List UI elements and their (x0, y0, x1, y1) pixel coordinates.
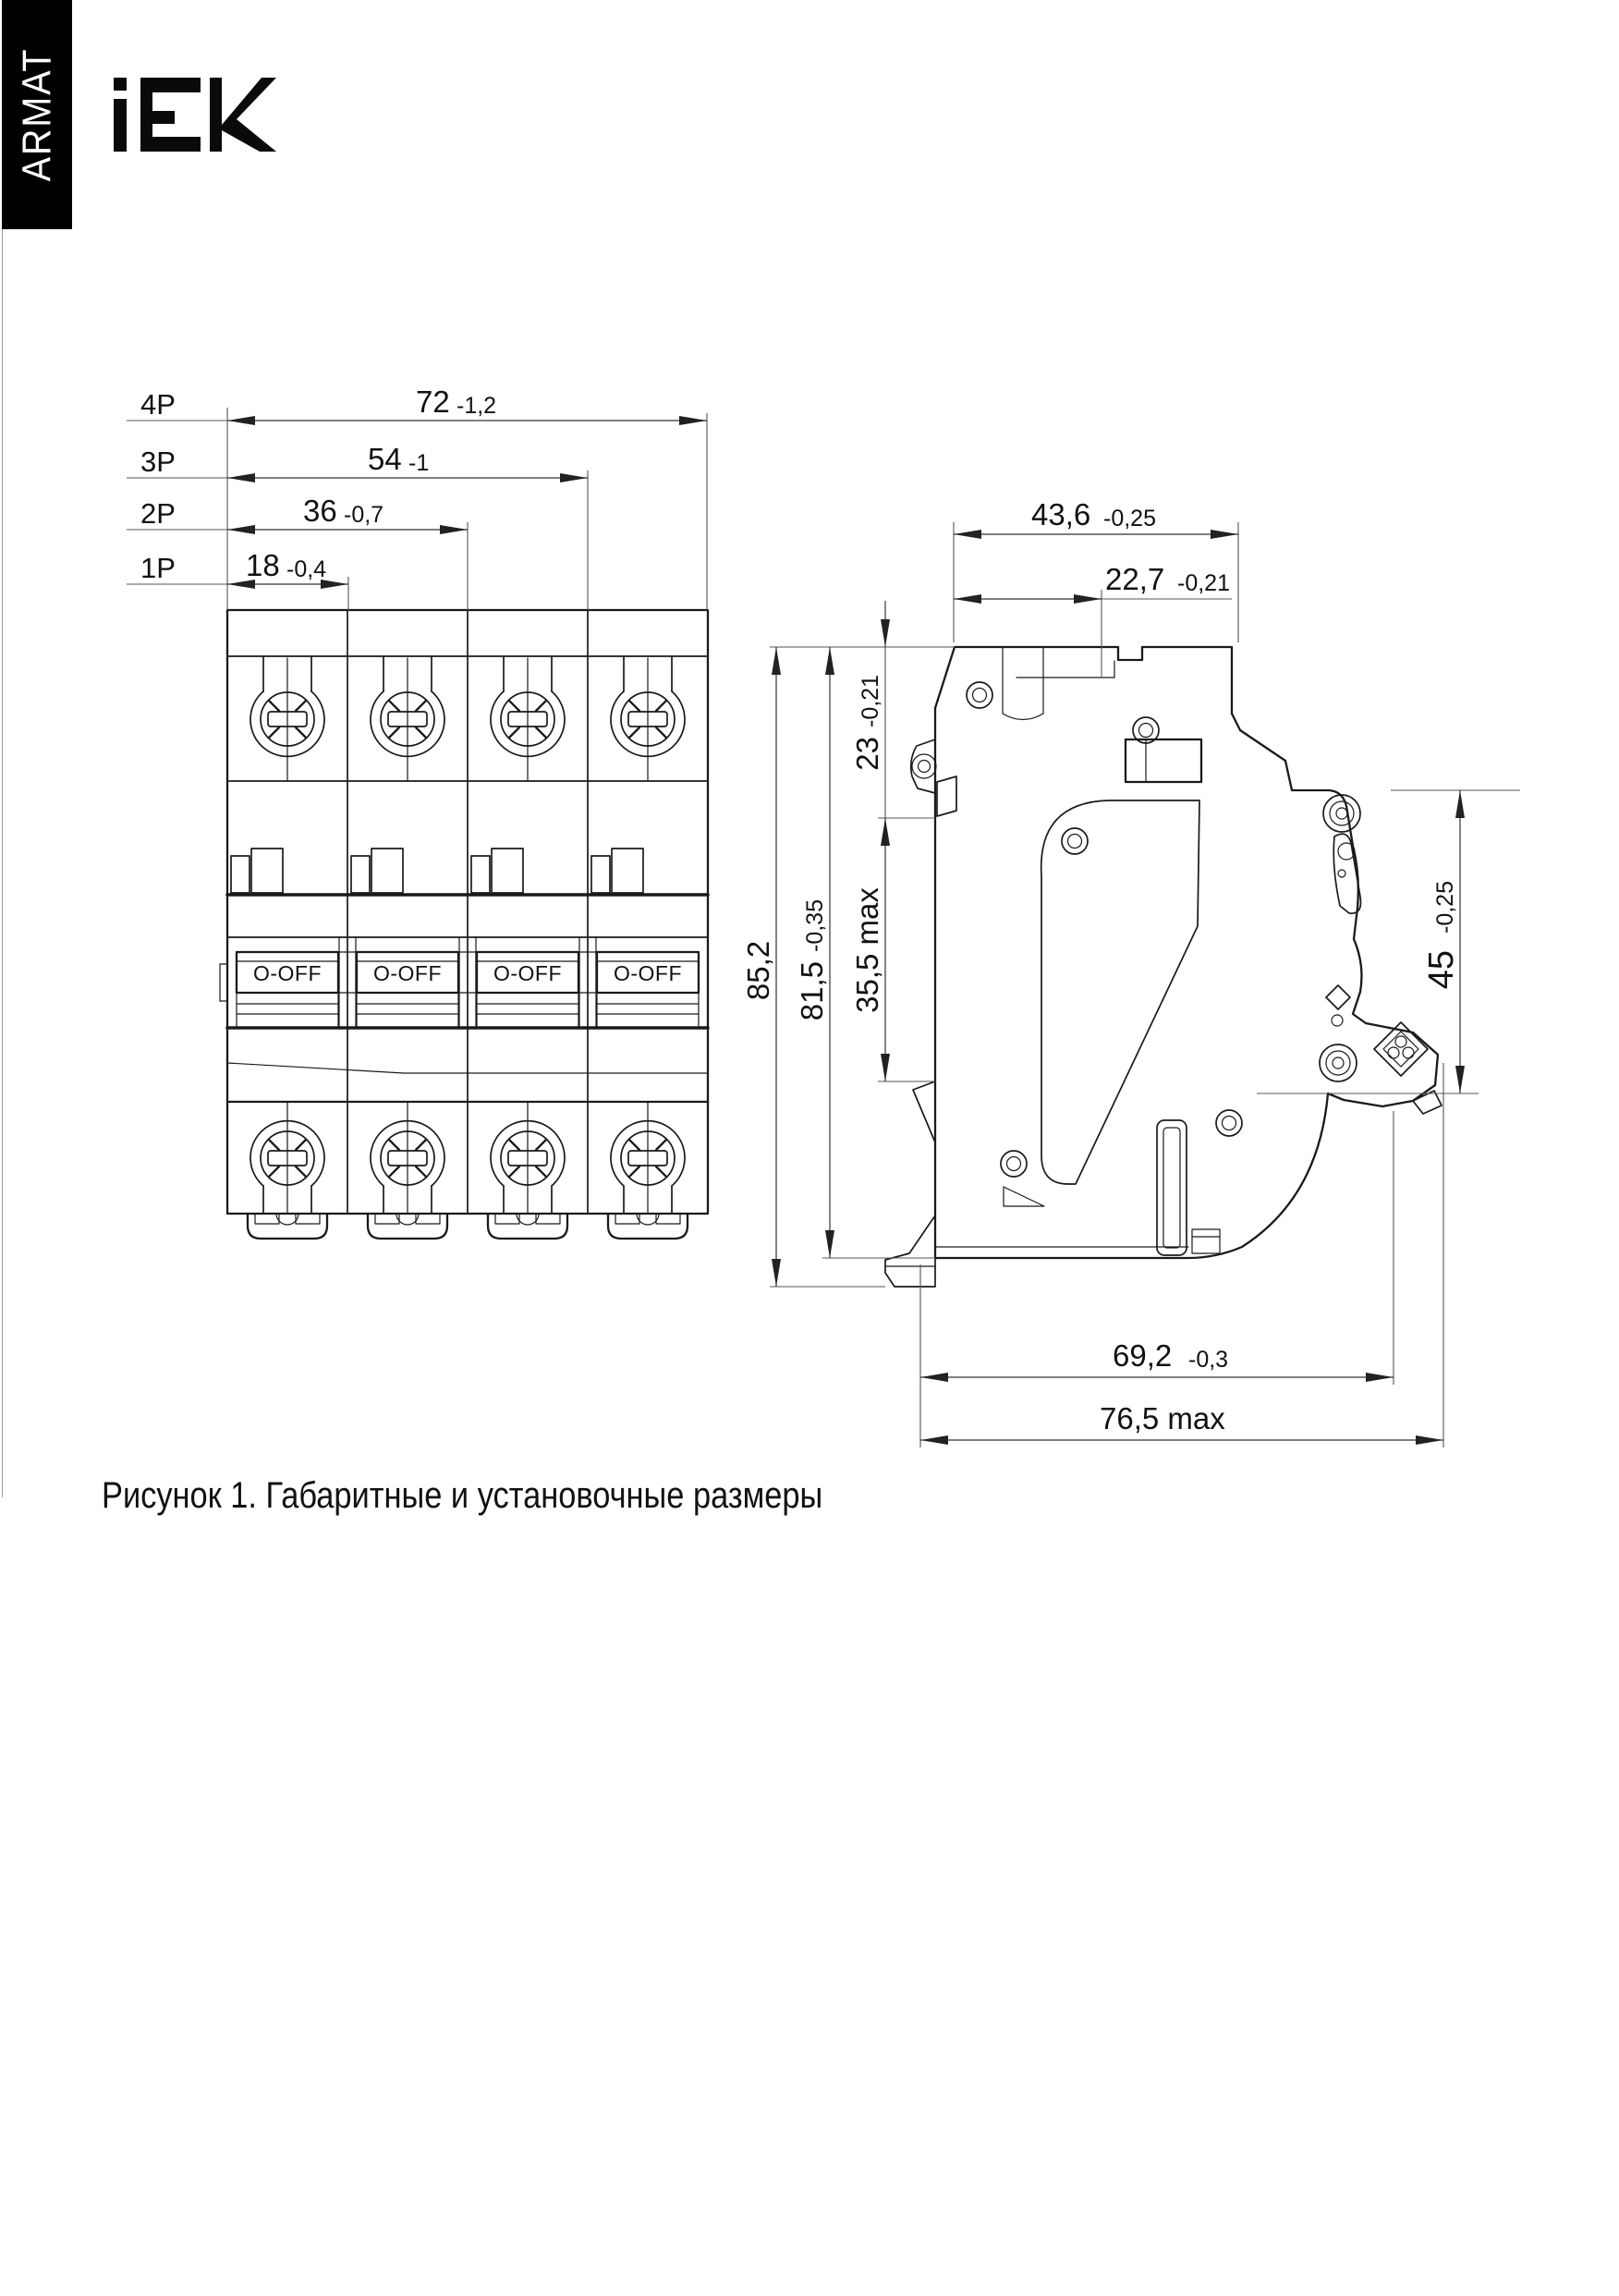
dim-72-tol: -1,2 (456, 393, 497, 419)
figure-caption: Рисунок 1. Габаритные и установочные размеры (102, 1475, 823, 1516)
pole-label-4p: 4P (140, 388, 176, 421)
side-view-dimensions (741, 497, 1520, 1447)
dim-81-5-tol: -0,35 (802, 899, 828, 952)
dim-76-5: 76,5 max (1100, 1401, 1225, 1435)
dim-36: 36 (303, 494, 337, 528)
front-view-dimensions (127, 385, 707, 610)
dim-43-6-tol: -0,25 (1103, 506, 1156, 531)
dim-43-6: 43,6 (1031, 497, 1091, 531)
dim-54-tol: -1 (408, 450, 430, 476)
side-view (885, 647, 1442, 1287)
dim-81-5: 81,5 (795, 961, 829, 1021)
front-view (220, 610, 708, 1239)
rivets (967, 682, 1360, 1177)
dim-72: 72 (416, 385, 450, 419)
dim-54: 54 (368, 442, 402, 476)
dim-23: 23 (850, 737, 884, 771)
dim-69-2-tol: -0,3 (1188, 1347, 1229, 1373)
toggle-label-1: O-OFF (252, 961, 323, 985)
dim-18: 18 (246, 548, 280, 582)
pole-label-3p: 3P (140, 446, 176, 478)
dim-36-tol: -0,7 (344, 502, 384, 528)
pole-label-2p: 2P (140, 497, 176, 530)
dim-23-tol: -0,21 (858, 675, 883, 727)
dim-85-2: 85,2 (741, 940, 775, 1001)
toggle-label-3: O-OFF (493, 961, 563, 985)
series-label: ARMAT (14, 47, 60, 182)
dim-45-tol: -0,25 (1432, 881, 1458, 934)
dim-22-7: 22,7 (1105, 562, 1165, 596)
toggle-label-2: O-OFF (372, 961, 443, 985)
dim-69-2: 69,2 (1113, 1338, 1173, 1373)
dim-22-7-tol: -0,21 (1177, 570, 1230, 596)
dim-45: 45 (1422, 950, 1461, 990)
dim-18-tol: -0,4 (286, 556, 327, 582)
dim-35-5: 35,5 max (850, 887, 884, 1013)
pole-label-1p: 1P (140, 552, 176, 584)
toggle-label-4: O-OFF (613, 961, 683, 985)
